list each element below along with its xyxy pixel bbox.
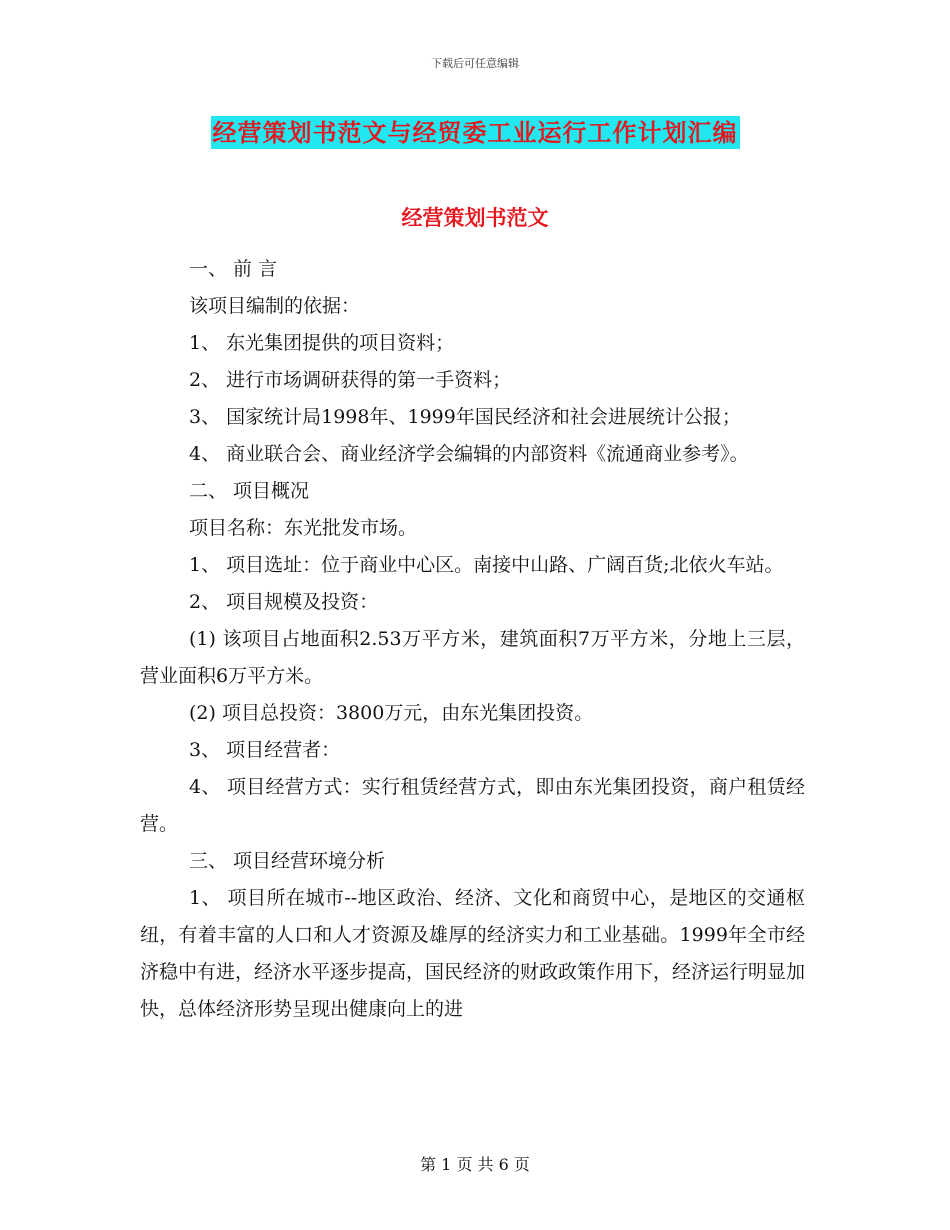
- document-body: [140, 251, 805, 1028]
- main-title: [0, 113, 950, 148]
- paragraph: 4、 项目经营方式：实行租赁经营方式，即由东光集团投资，商户租赁经营。: [140, 776, 805, 835]
- paragraph: 三、 项目经营环境分析: [189, 850, 386, 872]
- paragraph: 3、 项目经营者：: [189, 739, 341, 761]
- paragraph: 2、 项目规模及投资：: [189, 591, 379, 613]
- page-footer: 第 1 页 共 6 页: [420, 1155, 530, 1174]
- paragraph: (1) 该项目占地面积2.53万平方米，建筑面积7万平方米，分地上三层，营业面积6万平方米。: [140, 628, 805, 687]
- section-title: 经营策划书范文: [401, 205, 549, 230]
- paragraph: 一、 前 言: [189, 258, 278, 280]
- paragraph: (2) 项目总投资：3800万元，由东光集团投资。: [189, 702, 594, 724]
- paragraph: 1、 项目选址：位于商业中心区。南接中山路、广阔百货;北依火车站。: [189, 554, 784, 576]
- paragraph: 3、 国家统计局1998年、1999年国民经济和社会进展统计公报；: [189, 406, 741, 428]
- paragraph: 1、 东光集团提供的项目资料；: [189, 332, 455, 354]
- paragraph: 4、 商业联合会、商业经济学会编辑的内部资料《流通商业参考》。: [189, 443, 749, 465]
- paragraph: 该项目编制的依据：: [189, 295, 361, 317]
- paragraph: 2、 进行市场调研获得的第一手资料；: [189, 369, 512, 391]
- paragraph: 二、 项目概况: [189, 480, 310, 502]
- header-note: 下载后可任意编辑: [431, 57, 519, 70]
- paragraph: 1、 项目所在城市--地区政治、经济、文化和商贸中心，是地区的交通枢纽，有着丰富的人口和人才资源及雄厚的经济实力和工业基础。1999年全市经济稳中有进，经济水平逐步提高，国民经济的财政政策作用下，经济运行明显加快，总体经济形势呈现出健康向上的进: [140, 887, 806, 1020]
- paragraph: 项目名称：东光批发市场。: [189, 517, 418, 539]
- main-title-text: 经营策划书范文与经贸委工业运行工作计划汇编: [212, 118, 738, 147]
